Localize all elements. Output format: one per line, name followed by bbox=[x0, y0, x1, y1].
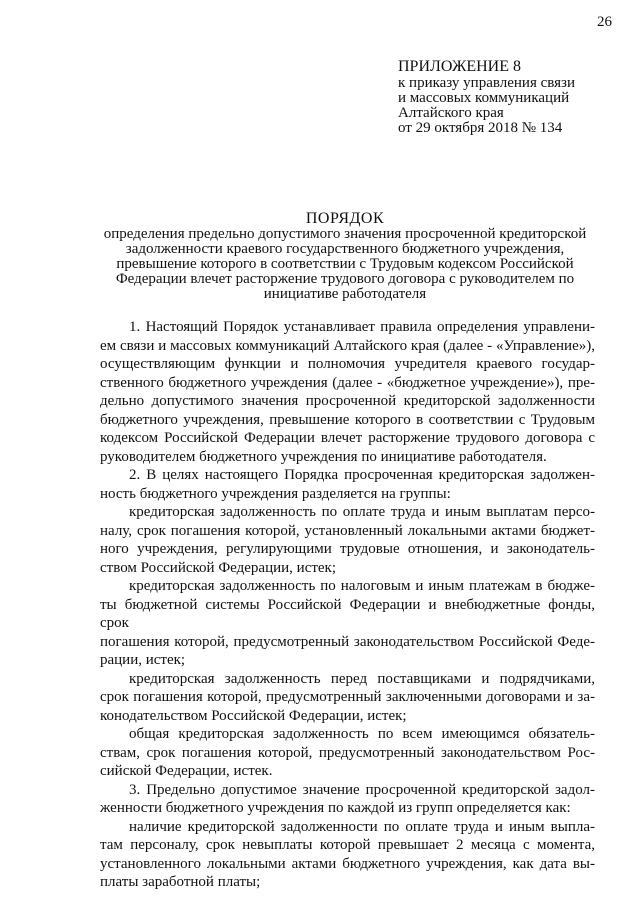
body-line: кредиторская задолженность по оплате труда и иным выплатам персо- bbox=[129, 504, 595, 520]
document-subtitle-line: определения предельно допустимого значения просроченной кредиторской bbox=[103, 226, 587, 242]
body-line: установленного локальными актами бюджетного учреждения, как дата вы- bbox=[100, 855, 595, 872]
document-title: ПОРЯДОК bbox=[305, 210, 385, 227]
body-line: ством Российской Федерации, истек; bbox=[100, 559, 337, 576]
body-line: 3. Предельно допустимое значение просроченной кредиторской задол- bbox=[129, 781, 595, 798]
body-line: ного учреждения, регулирующими трудовые отношения, и законодатель- bbox=[100, 541, 595, 557]
body-line: ем связи и массовых коммуникаций Алтайского края (далее - «Управление»), bbox=[100, 337, 595, 354]
document-subtitle-line: задолженности краевого государственного бюджетного учреждения, bbox=[125, 241, 565, 257]
body-line: конодательством Российской Федерации, истек; bbox=[100, 707, 407, 724]
body-line: руководителем бюджетного учреждения по инициативе работодателя. bbox=[100, 448, 547, 465]
body-line: кредиторская задолженность перед поставщиками и подрядчиками, bbox=[129, 670, 595, 687]
document-subtitle-line: Федерации влечет расторжение трудового договора с руководителем по bbox=[115, 271, 575, 287]
body-line: дельно допустимого значения просроченной кредиторской задолженности bbox=[100, 393, 595, 409]
body-line: осуществляющим функции и полномочия учредителя краевого государ- bbox=[100, 356, 595, 372]
document-subtitle-line: превышение которого в соответствии с Трудовым кодексом Российской bbox=[116, 256, 574, 272]
body-line: сийской Федерации, истек. bbox=[100, 763, 273, 779]
body-line: 2. В целях настоящего Порядка просроченная кредиторская задолжен- bbox=[129, 467, 595, 483]
body-line: погашения которой, предусмотренный законодательством Российской Феде- bbox=[100, 633, 595, 650]
appendix-line: от 29 октября 2018 № 134 bbox=[398, 120, 563, 136]
appendix-block bbox=[398, 58, 628, 136]
body-line: ты бюджетной системы Российской Федерации и внебюджетные фонды, срок bbox=[100, 596, 595, 631]
body-line: срок погашения которой, предусмотренный заключенными договорами и за- bbox=[100, 689, 595, 705]
body-line: бюджетного учреждения, превышение которого в соответствии с Трудовым bbox=[100, 411, 595, 428]
appendix-line: Алтайского края bbox=[398, 105, 504, 121]
body-line: общая кредиторская задолженность по всем имеющимся обязатель- bbox=[129, 726, 595, 742]
body-line: кредиторская задолженность по налоговым и иным платежам в бюдже- bbox=[129, 578, 595, 594]
document-heading bbox=[95, 210, 595, 302]
body-line: ственного бюджетного учреждения (далее - «бюджетное учреждение»), пре- bbox=[100, 374, 595, 391]
body-line: там персоналу, срок невыплаты которой превышает 2 месяца с момента, bbox=[100, 837, 595, 853]
appendix-title: ПРИЛОЖЕНИЕ 8 bbox=[398, 58, 522, 75]
document-subtitle-line: инициативе работодателя bbox=[263, 286, 427, 302]
body-line: кодексом Российской Федерации влечет расторжение трудового договора с bbox=[100, 430, 595, 446]
body-line: налу, срок погашения которой, установленный локальными актами бюджет- bbox=[100, 522, 595, 539]
appendix-line: и массовых коммуникаций bbox=[398, 90, 570, 106]
body-line: ность бюджетного учреждения разделяется на группы: bbox=[100, 485, 451, 502]
body-line: наличие кредиторской задолженности по оплате труда и иным выпла- bbox=[129, 818, 595, 835]
document-body bbox=[100, 318, 595, 892]
appendix-line: к приказу управления связи bbox=[398, 75, 575, 91]
body-line: платы заработной платы; bbox=[100, 874, 261, 890]
body-line: ствам, срок погашения которой, предусмотренный законодательством Рос- bbox=[100, 744, 595, 761]
body-line: 1. Настоящий Порядок устанавливает правила определения управлени- bbox=[129, 319, 595, 335]
body-line: рации, истек; bbox=[100, 652, 186, 668]
page-number: 26 bbox=[597, 14, 612, 30]
body-line: женности бюджетного учреждения по каждой из групп определяется как: bbox=[100, 800, 571, 816]
